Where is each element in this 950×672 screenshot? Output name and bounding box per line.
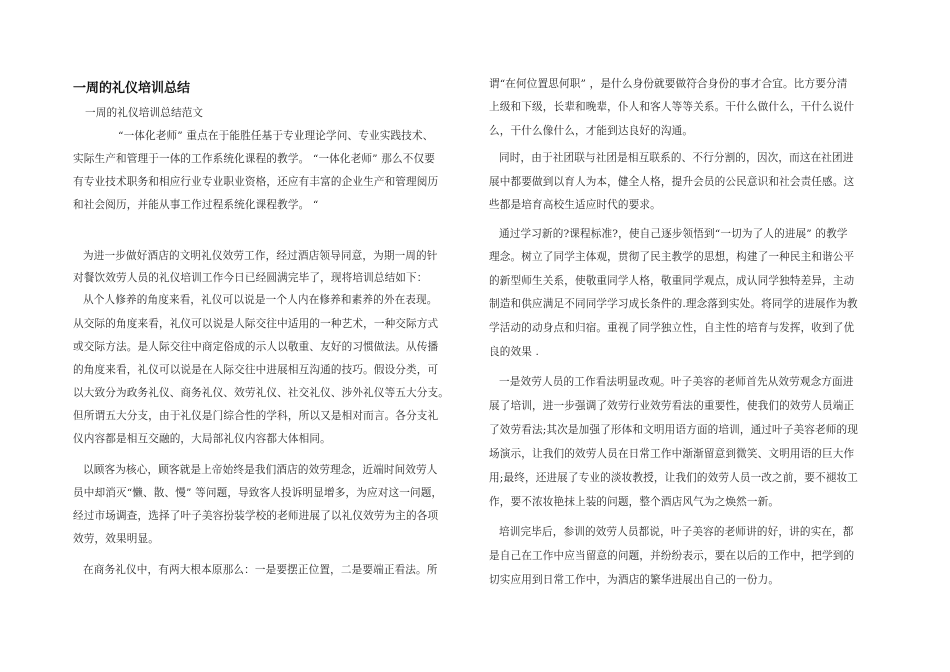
text-line: 场演示，让我们的效劳人员在日常工作中渐渐留意到微笑、文明用语的巨大作 bbox=[489, 448, 855, 460]
text-line: 的角度来看，礼仪可以说是在人际交往中进展相互沟通的技巧。假设分类，可 bbox=[73, 364, 439, 376]
text-line: 良的效果 . bbox=[489, 346, 540, 358]
text-line: 理念。树立了同学主体观，贯彻了民主教学的思想，构建了一种民主和谐公平 bbox=[489, 251, 855, 263]
text-line: 实际生产和管理于一体的工作系统化课程的教学。 “一体化老师” 那么不仅要 bbox=[73, 153, 435, 165]
text-line: 以顾客为核心，顾客就是上帝始终是我们酒店的效劳理念，近端时间效劳人 bbox=[83, 464, 438, 476]
text-line: 用;最终，还进展了专业的淡妆教授，让我们的效劳人员一改之前，要不褪妆工 bbox=[489, 472, 859, 484]
text-line: 但所谓五大分支，由于礼仪是门综合性的学科，所以又是相对而言。各分支礼 bbox=[73, 410, 439, 422]
text-line: 从个人修养的角度来看，礼仪可以说是一个人内在修养和素养的外在表现。 bbox=[83, 294, 438, 306]
text-line: 作，要不浓妆艳抹上装的问题，整个酒店风气为之焕然一新。 bbox=[489, 496, 780, 508]
text-line: 制造和供应满足不同同学学习成长条件的.理念落到实处。将同学的进展作为教 bbox=[489, 298, 858, 310]
text-line: 有专业技术职务和相应行业专业职业资格，还应有丰富的企业生产和管理阅历 bbox=[73, 176, 439, 188]
text-line: 和社会阅历，并能从事工作过程系统化课程教学。 “ bbox=[73, 199, 319, 211]
text-line: 以大致分为政务礼仪、商务礼仪、效劳礼仪、社交礼仪、涉外礼仪等五大分支。 bbox=[73, 387, 450, 399]
text-line: 为进一步做好酒店的文明礼仪效劳工作，经过酒店领导同意，为期一周的针 bbox=[83, 250, 438, 262]
text-line: 展了培训，进一步强调了效劳行业效劳看法的重要性，使我们的效劳人员端正 bbox=[489, 400, 855, 412]
text-line: 从交际的角度来看，礼仪可以说是人际交往中适用的一种艺术，一种交际方式 bbox=[73, 318, 439, 330]
text-line: 上级和下级，长辈和晚辈，仆人和客人等等关系。干什么做什么，干什么说什 bbox=[489, 101, 855, 113]
text-line: 培训完毕后，参训的效劳人员都说，叶子美容的老师讲的好，讲的实在，都 bbox=[499, 526, 854, 538]
text-line: 或交际方法。是人际交往中商定俗成的示人以敬重、友好的习惯做法。从传播 bbox=[73, 341, 439, 353]
text-line: 些都是培育高校生适应时代的要求。 bbox=[489, 199, 661, 211]
text-line: 通过学习新的?课程标准?，使自己逐步领悟到“一切为了人的进展” 的教学 bbox=[499, 228, 848, 240]
document-title: 一周的礼仪培训总结 bbox=[73, 81, 191, 96]
text-line: 一周的礼仪培训总结范文 bbox=[85, 107, 204, 119]
text-line: 是自己在工作中应当留意的问题，并纷纷表示，要在以后的工作中，把学到的 bbox=[489, 550, 855, 562]
text-line: 对餐饮效劳人员的礼仪培训工作今日已经圆满完毕了，现将培训总结如下： bbox=[73, 272, 428, 284]
text-line: 在商务礼仪中，有两大根本原那么：一是要摆正位置，二是要端正看法。所 bbox=[83, 564, 438, 576]
text-line: 同时，由于社团联与社团是相互联系的、不行分割的，因次，而这在社团进 bbox=[499, 152, 854, 164]
text-line: 谓“在何位置思何职” ，是什么身份就要做符合身份的事才合宜。比方要分清 bbox=[489, 78, 848, 90]
text-line: 效劳，效果明显。 bbox=[73, 533, 159, 545]
text-line: 了效劳看法;其次是加强了形体和文明用语方面的培训，通过叶子美容老师的现 bbox=[489, 424, 859, 436]
text-line: “一体化老师” 重点在于能胜任基于专业理论学问、专业实践技术、 bbox=[118, 130, 434, 142]
text-line: 仪内容都是相互交融的，大局部礼仪内容都大体相同。 bbox=[73, 433, 331, 445]
text-line: 学活动的动身点和归宿。重视了同学独立性，自主性的培育与发挥，收到了优 bbox=[489, 322, 855, 334]
text-line: 员中却消灭“懒、散、慢” 等问题，导致客人投诉明显增多，为应对这一问题， bbox=[73, 487, 443, 499]
text-line: 经过市场调查，选择了叶子美容扮装学校的老师进展了以礼仪效劳为主的各项 bbox=[73, 510, 439, 522]
text-line: 展中都要做到以育人为本，健全人格，提升会员的公民意识和社会责任感。这 bbox=[489, 176, 855, 188]
text-line: 一是效劳人员的工作看法明显改观。叶子美容的老师首先从效劳观念方面进 bbox=[499, 376, 854, 388]
text-line: 切实应用到日常工作中，为酒店的繁华进展出自己的一份力。 bbox=[489, 574, 780, 586]
text-line: 么，干什么像什么，才能到达良好的沟通。 bbox=[489, 125, 694, 137]
text-line: 的新型师生关系，使敬重同学人格，敬重同学观点，成认同学独特差异，主动 bbox=[489, 275, 855, 287]
